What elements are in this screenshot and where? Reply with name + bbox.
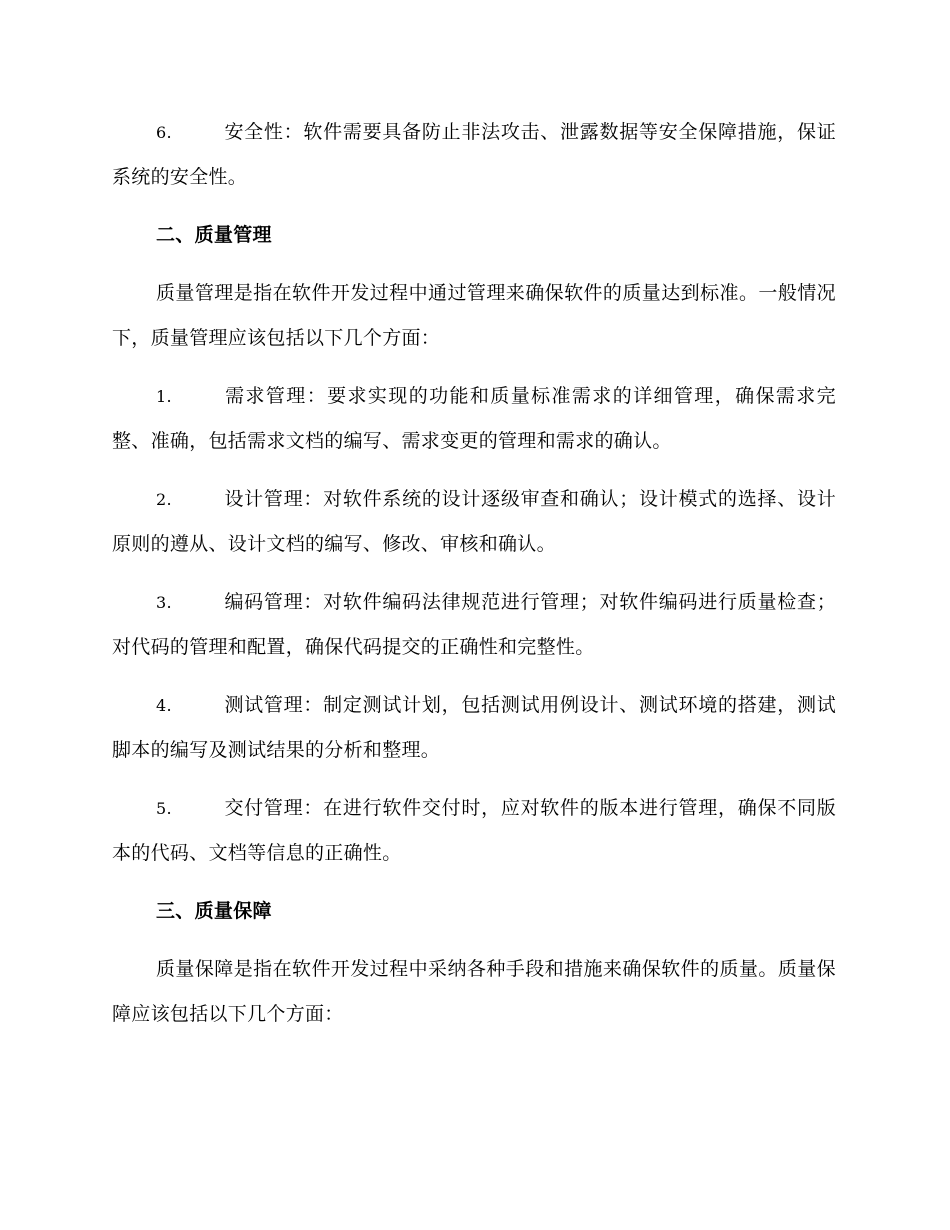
list-item-text: 安全性：软件需要具备防止非法攻击、泄露数据等安全保障措施，保证系统的安全性。 (112, 121, 836, 188)
list-item-coding-management (112, 580, 836, 670)
section-heading-quality-assurance: 三、质量保障 (156, 900, 272, 922)
paragraph-quality-assurance-intro: 质量保障是指在软件开发过程中采纳各种手段和措施来确保软件的质量。质量保障应该包括以下几个方面： (112, 958, 836, 1025)
paragraph-quality-management-intro: 质量管理是指在软件开发过程中通过管理来确保软件的质量达到标准。一般情况下，质量管理应该包括以下几个方面： (112, 282, 836, 349)
list-number: 5. (156, 799, 172, 818)
list-item-text: 编码管理：对软件编码法律规范进行管理；对软件编码进行质量检查；对代码的管理和配置，确保代码提交的正确性和完整性。 (112, 591, 836, 658)
list-item-text: 交付管理：在进行软件交付时，应对软件的版本进行管理，确保不同版本的代码、文档等信息的正确性。 (112, 797, 836, 864)
list-item-design-management (112, 477, 836, 567)
list-item-text: 测试管理：制定测试计划，包括测试用例设计、测试环境的搭建，测试脚本的编写及测试结果的分析和整理。 (112, 694, 836, 761)
document-body (112, 110, 836, 1050)
list-item-testing-management (112, 683, 836, 773)
list-item-delivery-management (112, 786, 836, 876)
list-number: 6. (156, 123, 172, 142)
list-number: 1. (156, 387, 172, 406)
section-heading-quality-management: 二、质量管理 (156, 224, 272, 246)
list-number: 4. (156, 696, 172, 715)
list-item-text: 需求管理：要求实现的功能和质量标准需求的详细管理，确保需求完整、准确，包括需求文档的编写、需求变更的管理和需求的确认。 (112, 385, 836, 452)
list-number: 2. (156, 490, 172, 509)
list-number: 3. (156, 593, 172, 612)
list-item-text: 设计管理：对软件系统的设计逐级审查和确认；设计模式的选择、设计原则的遵从、设计文档的编写、修改、审核和确认。 (112, 488, 836, 555)
list-item-security (112, 110, 836, 200)
list-item-requirements-management (112, 374, 836, 464)
